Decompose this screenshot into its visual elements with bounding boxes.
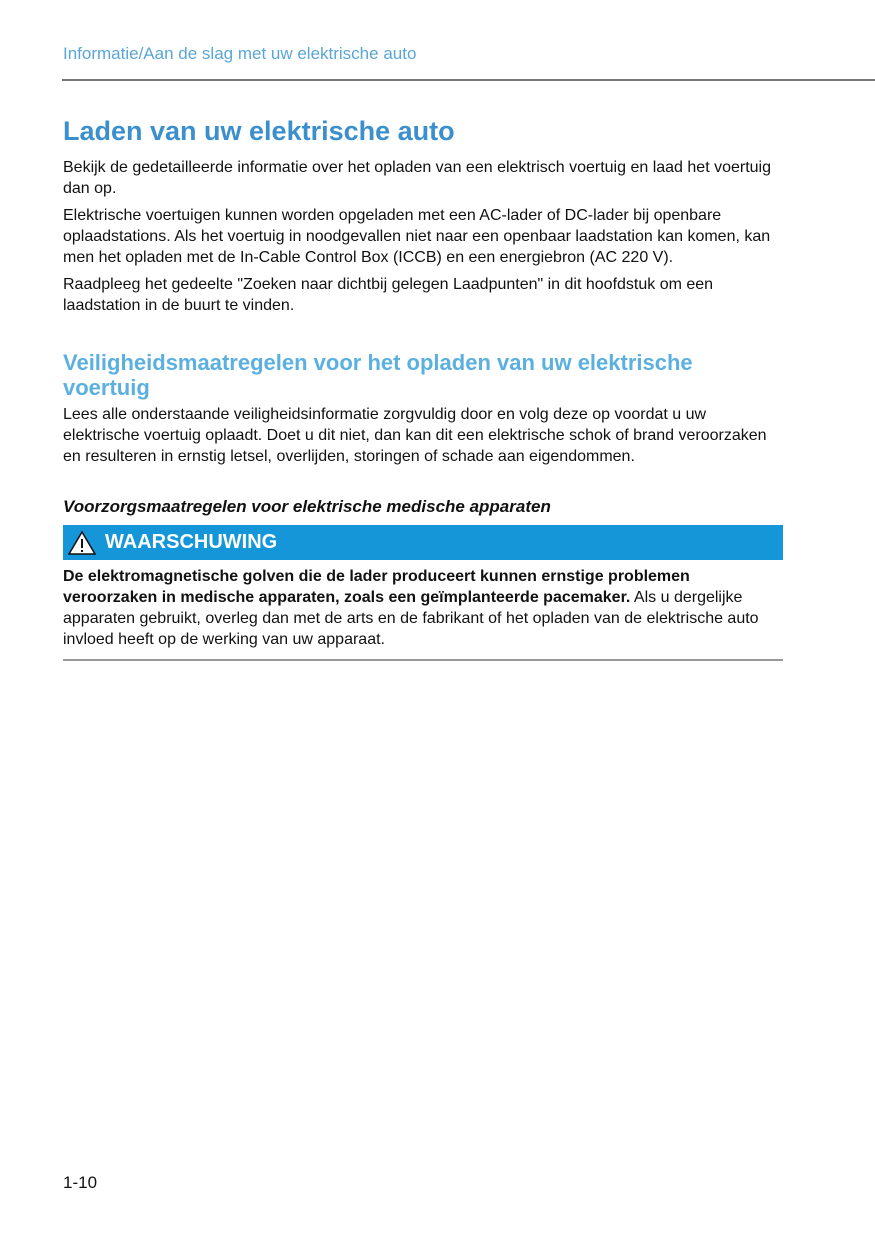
- intro-paragraph: Raadpleeg het gedeelte "Zoeken naar dichtbij gelegen Laadpunten" in dit hoofdstuk om een laadstation in de buurt te vinden.: [63, 276, 714, 314]
- page-title: Laden van uw elektrische auto: [63, 116, 455, 146]
- header-divider: [62, 79, 875, 81]
- page-content: [63, 116, 783, 667]
- running-head: Informatie/Aan de slag met uw elektrische auto: [63, 44, 417, 63]
- warning-body-text: Als u dergelijke apparaten gebruikt, overleg dan met de arts en de fabrikant of het opladen van de elektrische auto invloed heeft op de werking van uw apparaat.: [63, 589, 759, 648]
- intro-paragraph: Elektrische voertuigen kunnen worden opgeladen met een AC-lader of DC-lader bij openbare oplaadstations. Als het voertuig in noodgevallen niet naar een openbaar laadstation kan komen, kan men het opladen met de In-Cable Control Box (ICCB) en een energiebron (AC 220 V).: [63, 207, 771, 266]
- warning-label: WAARSCHUWING: [105, 531, 278, 553]
- warning-banner: [63, 525, 783, 560]
- warning-bold-text: De elektromagnetische golven die de lader produceert kunnen ernstige problemen veroorzaken in medische apparaten, zoals een geïmplanteerde pacemaker.: [63, 568, 690, 606]
- subsection-heading: Voorzorgsmaatregelen voor elektrische medische apparaten: [63, 497, 551, 516]
- section-heading: Veiligheidsmaatregelen voor het opladen van uw elektrische voertuig: [63, 350, 693, 400]
- warning-text: [63, 566, 783, 661]
- intro-paragraph: Bekijk de gedetailleerde informatie over het opladen van een elektrisch voertuig en laad het voertuig dan op.: [63, 159, 771, 197]
- warning-triangle-icon: [67, 530, 97, 556]
- page-number: 1-10: [63, 1173, 98, 1192]
- section-paragraph: Lees alle onderstaande veiligheidsinformatie zorgvuldig door en volg deze op voordat u uw elektrische voertuig oplaadt. Doet u dit niet, dan kan dit een elektrische schok of brand veroorzaken en resulteren in ernstig letsel, overlijden, storingen of schade aan eigendommen.: [63, 406, 767, 465]
